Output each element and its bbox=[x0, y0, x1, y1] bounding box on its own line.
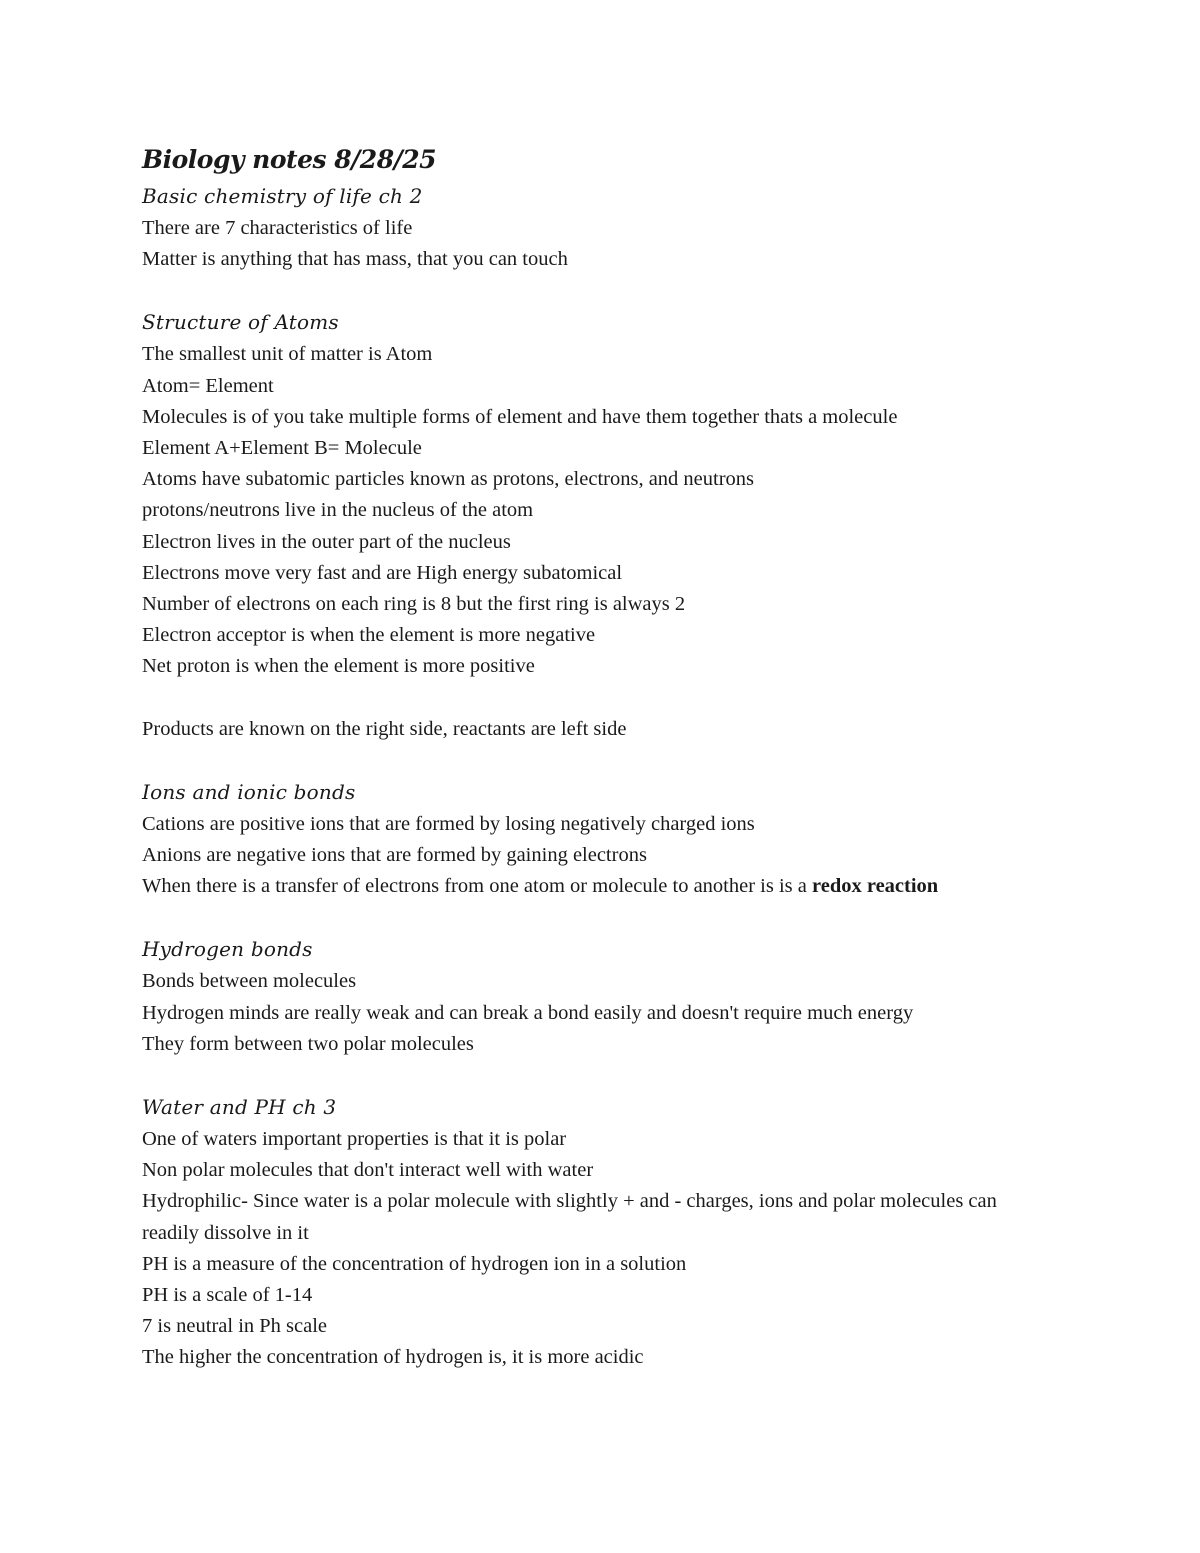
document-title: Biology notes 8/28/25 bbox=[142, 145, 437, 174]
note-line: Hydrogen minds are really weak and can break a bond easily and doesn't require much energy bbox=[142, 1001, 914, 1024]
note-line: Atoms have subatomic particles known as protons, electrons, and neutrons bbox=[142, 468, 755, 491]
note-line: They form between two polar molecules bbox=[142, 1032, 474, 1055]
document-page bbox=[142, 140, 1142, 1374]
redox-term: redox reaction bbox=[812, 875, 939, 898]
note-line: Non polar molecules that don't interact well with water bbox=[142, 1159, 594, 1182]
note-line: Matter is anything that has mass, that you can touch bbox=[142, 248, 568, 271]
note-line: One of waters important properties is that it is polar bbox=[142, 1128, 567, 1151]
note-line: protons/neutrons live in the nucleus of the atom bbox=[142, 499, 534, 522]
section-heading-water-ph: Water and PH ch 3 bbox=[142, 1095, 337, 1120]
section-heading-structure-of-atoms: Structure of Atoms bbox=[142, 310, 339, 335]
note-line: Molecules is of you take multiple forms of element and have them together thats a molecule bbox=[142, 405, 898, 428]
note-line: PH is a scale of 1-14 bbox=[142, 1284, 313, 1307]
note-line: Net proton is when the element is more positive bbox=[142, 655, 535, 678]
note-line: Cations are positive ions that are formed by losing negatively charged ions bbox=[142, 812, 755, 835]
note-line: Anions are negative ions that are formed by gaining electrons bbox=[142, 844, 647, 867]
note-line: There are 7 characteristics of life bbox=[142, 217, 413, 239]
blank-line bbox=[142, 275, 1142, 306]
note-line-hydrophilic: Hydrophilic- Since water is a polar molecule with slightly + and - charges, ions and polar molecules can readily dissolve in it bbox=[142, 1190, 997, 1244]
note-line: Number of electrons on each ring is 8 but the first ring is always 2 bbox=[142, 593, 686, 616]
section-heading-hydrogen-bonds: Hydrogen bonds bbox=[142, 937, 313, 962]
note-line-redox bbox=[142, 871, 1142, 902]
note-line: Electron acceptor is when the element is more negative bbox=[142, 624, 596, 647]
blank-line bbox=[142, 683, 1142, 714]
note-line-products: Products are known on the right side, reactants are left side bbox=[142, 717, 627, 740]
note-line: The higher the concentration of hydrogen is, it is more acidic bbox=[142, 1346, 644, 1369]
note-line: Element A+Element B= Molecule bbox=[142, 437, 422, 460]
blank-line bbox=[142, 902, 1142, 933]
redox-prefix: When there is a transfer of electrons from one atom or molecule to another is is a bbox=[142, 875, 812, 898]
note-line: Bonds between molecules bbox=[142, 970, 357, 993]
blank-line bbox=[142, 1060, 1142, 1091]
blank-line bbox=[142, 745, 1142, 776]
note-line: Atom= Element bbox=[142, 374, 274, 397]
note-line: Electrons move very fast and are High energy subatomical bbox=[142, 561, 623, 584]
note-line: PH is a measure of the concentration of hydrogen ion in a solution bbox=[142, 1252, 687, 1275]
note-line: Electron lives in the outer part of the nucleus bbox=[142, 530, 511, 553]
section-heading-ions: Ions and ionic bonds bbox=[142, 779, 356, 804]
note-line: 7 is neutral in Ph scale bbox=[142, 1315, 328, 1338]
section-heading-basic-chemistry: Basic chemistry of life ch 2 bbox=[142, 184, 423, 208]
note-line: The smallest unit of matter is Atom bbox=[142, 343, 433, 366]
